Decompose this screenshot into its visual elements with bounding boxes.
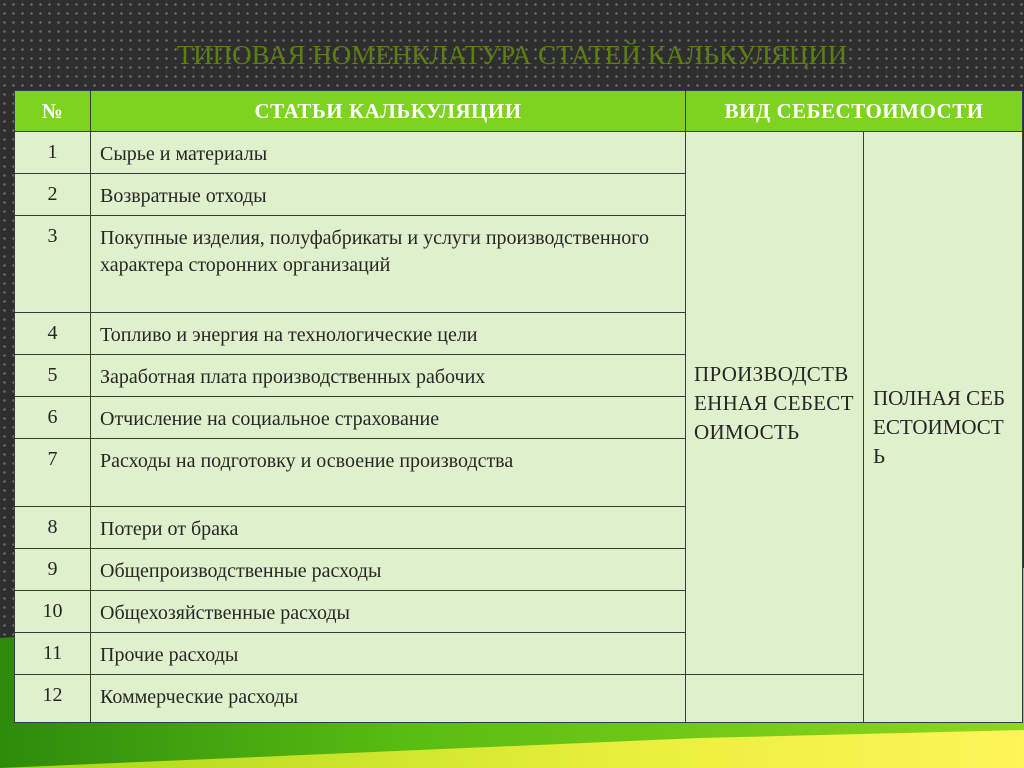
row-number: 9	[15, 549, 91, 591]
table-row	[15, 132, 1023, 174]
empty-cell	[686, 675, 864, 723]
production-cost-cell: ПРОИЗВОДСТВЕННАЯ СЕБЕСТОИМОСТЬ	[686, 132, 864, 675]
row-item-name: Расходы на подготовку и освоение производства	[91, 439, 686, 507]
header-number: №	[15, 91, 91, 132]
row-item-name: Заработная плата производственных рабочих	[91, 355, 686, 397]
full-cost-cell: ПОЛНАЯ СЕБЕСТОИМОСТЬ	[864, 132, 1023, 723]
row-item-name: Общепроизводственные расходы	[91, 549, 686, 591]
row-item-name: Потери от брака	[91, 507, 686, 549]
header-costing-items: СТАТЬИ КАЛЬКУЛЯЦИИ	[91, 91, 686, 132]
row-item-name: Топливо и энергия на технологические цели	[91, 313, 686, 355]
table-header-row	[15, 91, 1023, 132]
row-number: 1	[15, 132, 91, 174]
row-number: 6	[15, 397, 91, 439]
row-number: 8	[15, 507, 91, 549]
row-item-name: Возвратные отходы	[91, 174, 686, 216]
row-number: 10	[15, 591, 91, 633]
row-number: 5	[15, 355, 91, 397]
row-item-name: Коммерческие расходы	[91, 675, 686, 723]
row-item-name: Общехозяйственные расходы	[91, 591, 686, 633]
row-item-name: Сырье и материалы	[91, 132, 686, 174]
row-item-name: Отчисление на социальное страхование	[91, 397, 686, 439]
costing-items-table	[14, 90, 1023, 723]
slide-title: ТИПОВАЯ НОМЕНКЛАТУРА СТАТЕЙ КАЛЬКУЛЯЦИИ	[176, 40, 848, 70]
row-item-name: Покупные изделия, полуфабрикаты и услуги производственного характера сторонних организаций	[91, 216, 686, 313]
row-number: 4	[15, 313, 91, 355]
row-number: 7	[15, 439, 91, 507]
row-number: 12	[15, 675, 91, 723]
row-number: 2	[15, 174, 91, 216]
header-cost-type: ВИД СЕБЕСТОИМОСТИ	[686, 91, 1023, 132]
row-item-name: Прочие расходы	[91, 633, 686, 675]
row-number: 11	[15, 633, 91, 675]
row-number: 3	[15, 216, 91, 313]
